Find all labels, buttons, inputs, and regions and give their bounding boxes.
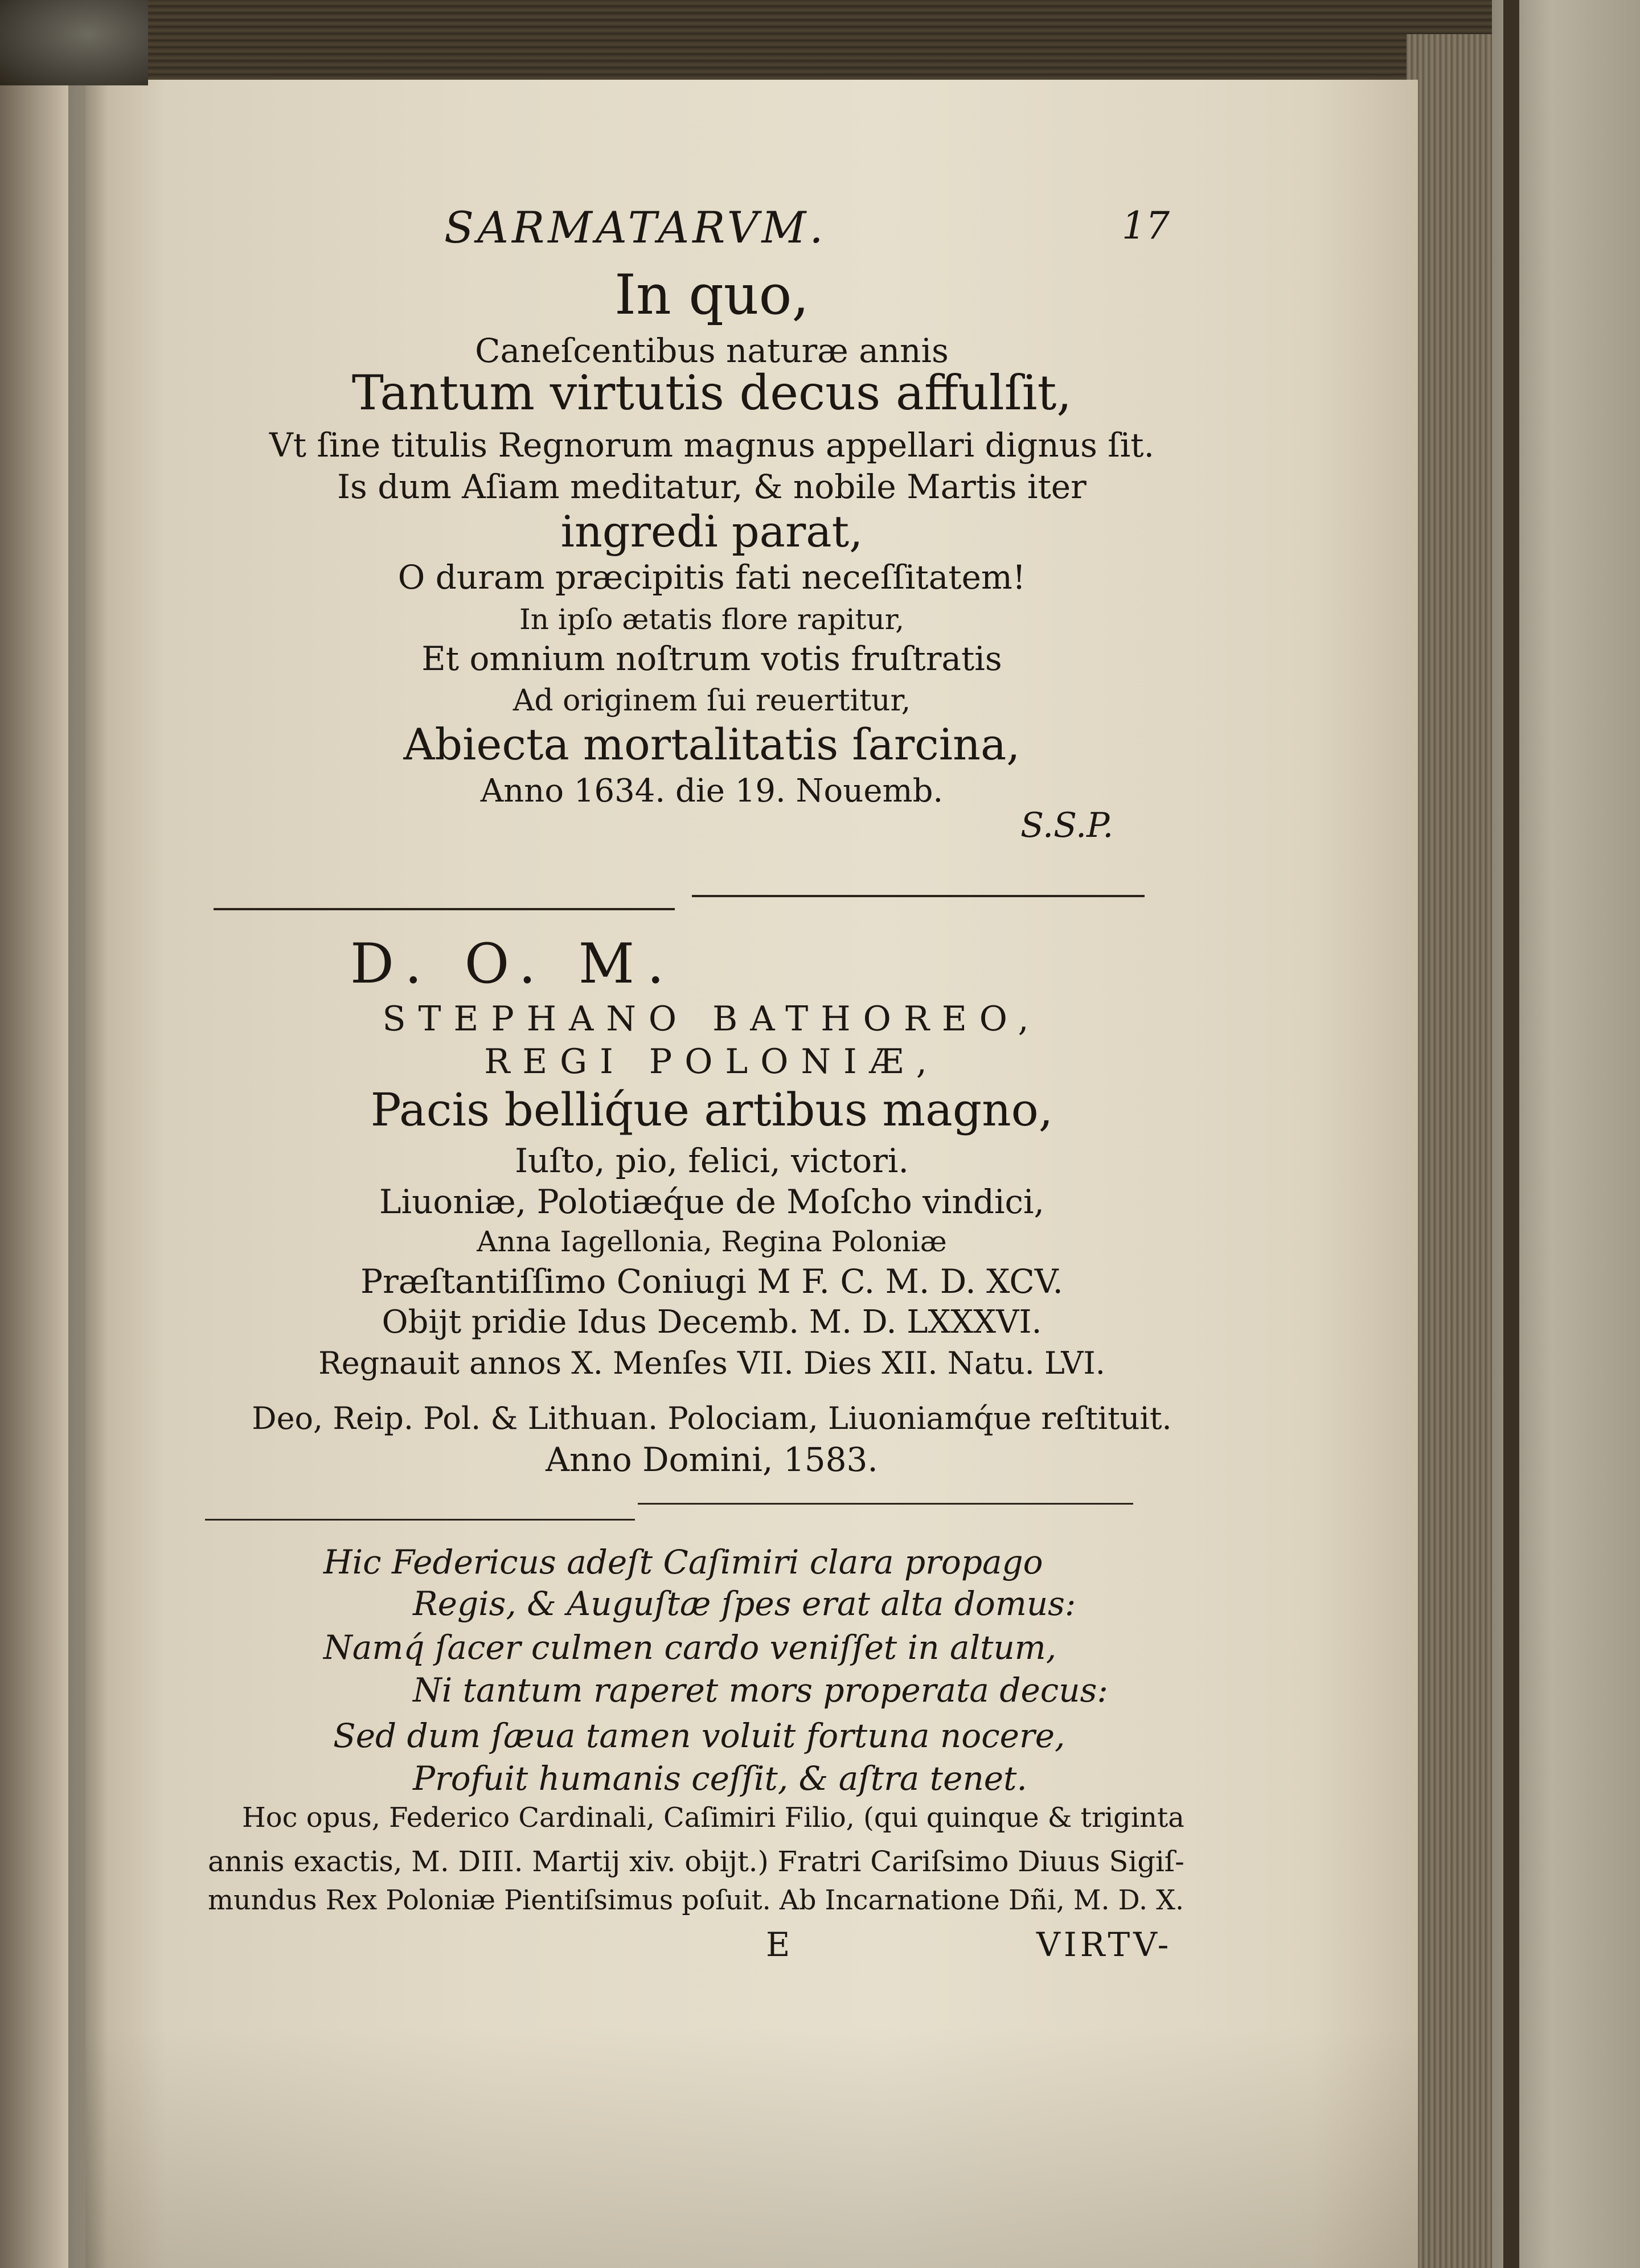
epitaph-heading: D. O. M. [350, 932, 677, 996]
epitaph-line: Abiecta mortalitatis ſarcina, [403, 719, 1020, 770]
dedication-line: mundus Rex Poloniæ Pientiſsimus poſuit. Ab Incarnatione Dñi, M. D. X. [208, 1885, 1184, 1916]
epitaph-line: Anno 1634. die 19. Nouemb. [480, 773, 944, 810]
epitaph-line: In quo, [614, 263, 809, 327]
epitaph-line: Iuſto, pio, felici, victori. [515, 1141, 909, 1180]
poem-line: Ni tantum raperet mors properata decus: [413, 1671, 1108, 1710]
divider-rule [692, 895, 1145, 897]
poem-line: Profuit humanis ceſſit, & aſtra tenet. [413, 1759, 1027, 1798]
page-number: 17 [1122, 204, 1170, 248]
signature-mark: E [766, 1925, 790, 1964]
poem-line: Sed dum ſæua tamen voluit fortuna nocere, [333, 1716, 1065, 1755]
divider-rule [205, 1519, 635, 1521]
epitaph-line: O duram præcipitis fati neceſſitatem! [397, 558, 1026, 597]
catchword: VIRTV- [1036, 1925, 1172, 1964]
epitaph-line: Is dum Aſiam meditatur, & nobile Martis iter [337, 467, 1086, 506]
epitaph-line: Caneſcentibus naturæ annis [475, 331, 949, 370]
epitaph-line: Vt ſine titulis Regnorum magnus appellari dignus ſit. [269, 426, 1155, 465]
epitaph-line: Liuoniæ, Polotiæq́ue de Moſcho vindici, [379, 1182, 1044, 1221]
epitaph-line: Pacis belliq́ue artibus magno, [370, 1083, 1053, 1136]
epitaph-line: Ad originem ſui reuertitur, [512, 684, 911, 718]
epitaph-line: Regnauit annos X. Menſes VII. Dies XII. Natu. LVI. [318, 1345, 1105, 1381]
poem-line: Hic Federicus adeſt Caſimiri clara propago [323, 1543, 1043, 1581]
page-block-top-edge [85, 0, 1509, 85]
headband [0, 0, 148, 85]
dedication-line: Hoc opus, Federico Cardinali, Caſimiri Filio, (qui quinque & triginta [242, 1802, 1184, 1834]
epitaph-line: STEPHANO BATHOREO, [382, 999, 1042, 1039]
epitaph-line: REGI POLONIÆ, [484, 1042, 940, 1082]
epitaph-line: Præſtantiſſimo Coniugi M F. C. M. D. XCV. [360, 1262, 1063, 1301]
poem-line: Regis, & Auguſtæ ſpes erat alta domus: [413, 1584, 1076, 1623]
divider-rule [214, 908, 675, 910]
epitaph-line: Obijt pridie Idus Decemb. M. D. LXXXVI. [382, 1304, 1042, 1341]
epitaph-line: Et omnium noſtrum votis fruſtratis [421, 639, 1002, 678]
dedication-line: annis exactis, M. DIII. Martij xiv. obijt.) Fratri Cariſsimo Diuus Sigiſ- [208, 1845, 1184, 1878]
epitaph-line: In ipſo ætatis flore rapitur, [519, 603, 905, 636]
cover-gap [1503, 0, 1519, 2268]
epitaph-line: ingredi parat, [560, 506, 863, 557]
epitaph-line: Deo, Reip. Pol. & Lithuan. Polociam, Liuoniamq́ue reſtituit. [252, 1400, 1172, 1436]
epitaph-line: Anno Domini, 1583. [546, 1440, 878, 1479]
spine-shadow [68, 0, 108, 2268]
page-bottom-shade [85, 2027, 1418, 2268]
running-head: SARMATARVM. [444, 202, 827, 253]
epitaph-line: Anna Iagellonia, Regina Poloniæ [477, 1225, 947, 1258]
poem-line: Namq́ ſacer culmen cardo veniſſet in altum, [323, 1628, 1057, 1667]
epitaph-line: Tantum virtutis decus affulſit, [351, 365, 1072, 421]
epitaph-signature: S.S.P. [1020, 806, 1114, 845]
divider-rule [638, 1503, 1133, 1505]
